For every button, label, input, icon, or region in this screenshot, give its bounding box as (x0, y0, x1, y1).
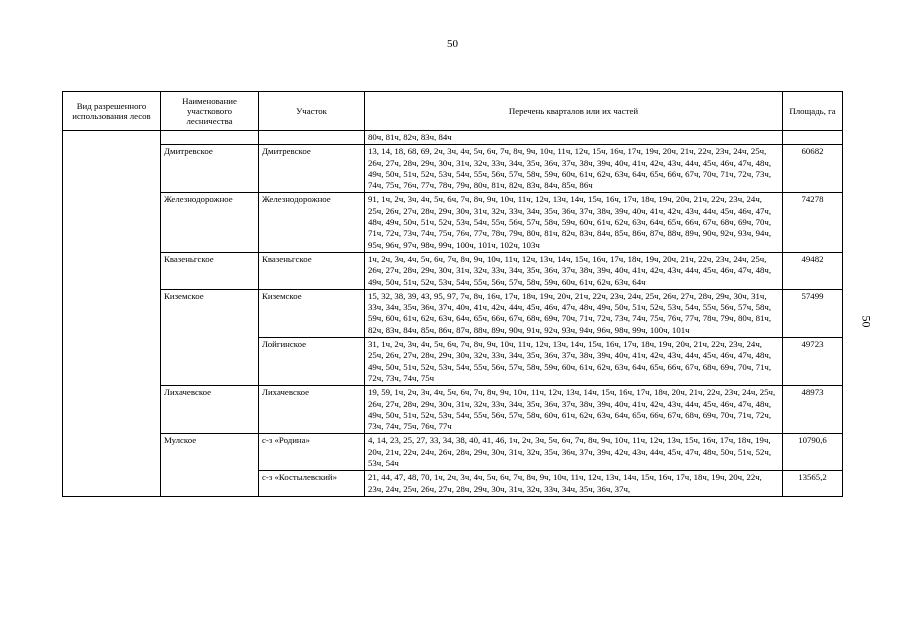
plot-cell: Железнодорожное (259, 193, 365, 252)
quarters-cell: 15, 32, 38, 39, 43, 95, 97, 7ч, 8ч, 16ч, 17ч, 18ч, 19ч, 20ч, 21ч, 22ч, 23ч, 24ч, 25ч, 26ч, 27ч, 28ч, 29ч, 30ч, 31ч, 33ч, 34ч, 35ч, 36ч, 37ч, 40ч, 41ч, 42ч, 44ч, 45ч, 46ч, 47ч, 48ч, 49ч, 50ч, 51ч, 52ч, 53ч, 54ч, 55ч, 56ч, 57ч, 58ч, 59ч, 60ч, 61ч, 62ч, 63ч, 64ч, 65ч, 66ч, 67ч, 68ч, 69ч, 70ч, 71ч, 72ч, 73ч, 74ч, 75ч, 76ч, 77ч, 78ч, 79ч, 80ч, 81ч, 82ч, 83ч, 84ч, 85ч, 86ч, 87ч, 88ч, 89ч, 90ч, 91ч, 92ч, 93ч, 94ч, 96ч, 98ч, 99ч, 100ч, 101ч (365, 289, 783, 337)
forestry-cell: Дмитревское (161, 145, 259, 193)
area-cell: 74278 (783, 193, 843, 252)
table-row (63, 386, 843, 434)
table-row (63, 289, 843, 337)
forestry-cell: Лихачевское (161, 386, 259, 434)
forestry-cell: Квазеньгское (161, 252, 259, 289)
forestry-cell: Мулское (161, 434, 259, 496)
forestry-cell: Киземское (161, 289, 259, 385)
table-row (63, 193, 843, 252)
header-quarters: Перечень кварталов или их частей (365, 92, 783, 131)
plot-cell: Лихачевское (259, 386, 365, 434)
table-row (63, 131, 843, 145)
area-cell: 10790,6 (783, 434, 843, 471)
quarters-cell: 21, 44, 47, 48, 70, 1ч, 2ч, 3ч, 4ч, 5ч, 6ч, 7ч, 8ч, 9ч, 10ч, 11ч, 12ч, 13ч, 14ч, 15ч, 16ч, 17ч, 18ч, 19ч, 20ч, 22ч, 23ч, 24ч, 25ч, 26ч, 27ч, 28ч, 29ч, 30ч, 31ч, 32ч, 33ч, 34ч, 35ч, 36ч, 37ч, (365, 471, 783, 497)
area-cell: 48973 (783, 386, 843, 434)
area-cell: 60682 (783, 145, 843, 193)
plot-cell: с-з «Родина» (259, 434, 365, 471)
table-row (63, 434, 843, 471)
header-plot: Участок (259, 92, 365, 131)
table-header-row (63, 92, 843, 131)
header-area: Площадь, га (783, 92, 843, 131)
plot-cell (259, 131, 365, 145)
quarters-cell: 31, 1ч, 2ч, 3ч, 4ч, 5ч, 6ч, 7ч, 8ч, 9ч, 10ч, 11ч, 12ч, 13ч, 14ч, 15ч, 16ч, 17ч, 18ч, 19ч, 20ч, 21ч, 22ч, 23ч, 24ч, 25ч, 26ч, 27ч, 28ч, 29ч, 30ч, 32ч, 33ч, 34ч, 35ч, 36ч, 37ч, 38ч, 39ч, 40ч, 41ч, 42ч, 43ч, 44ч, 45ч, 46ч, 47ч, 48ч, 49ч, 50ч, 51ч, 52ч, 53ч, 54ч, 55ч, 56ч, 57ч, 58ч, 59ч, 60ч, 61ч, 62ч, 63ч, 64ч, 65ч, 66ч, 67ч, 68ч, 69ч, 70ч, 71ч, 72ч, 73ч, 74ч, 75ч (365, 338, 783, 386)
area-cell: 13565,2 (783, 471, 843, 497)
header-kind: Вид разрешенного использования лесов (63, 92, 161, 131)
quarters-cell: 91, 1ч, 2ч, 3ч, 4ч, 5ч, 6ч, 7ч, 8ч, 9ч, 10ч, 11ч, 12ч, 13ч, 14ч, 15ч, 16ч, 17ч, 18ч, 19ч, 20ч, 21ч, 22ч, 23ч, 24ч, 25ч, 26ч, 27ч, 28ч, 29ч, 30ч, 31ч, 32ч, 33ч, 34ч, 35ч, 36ч, 37ч, 38ч, 39ч, 40ч, 41ч, 42ч, 43ч, 44ч, 45ч, 46ч, 47ч, 48ч, 49ч, 50ч, 51ч, 52ч, 53ч, 54ч, 55ч, 56ч, 57ч, 58ч, 59ч, 60ч, 61ч, 62ч, 63ч, 64ч, 65ч, 66ч, 67ч, 68ч, 69ч, 70ч, 71ч, 72ч, 73ч, 74ч, 75ч, 76ч, 77ч, 78ч, 79ч, 80ч, 81ч, 82ч, 83ч, 84ч, 85ч, 86ч, 87ч, 88ч, 89ч, 90ч, 92ч, 93ч, 94ч, 95ч, 96ч, 97ч, 98ч, 99ч, 100ч, 101ч, 102ч, 103ч (365, 193, 783, 252)
page-number-side: 50 (859, 315, 874, 328)
table-row (63, 252, 843, 289)
area-cell: 49723 (783, 338, 843, 386)
quarters-cell: 19, 59, 1ч, 2ч, 3ч, 4ч, 5ч, 6ч, 7ч, 8ч, 9ч, 10ч, 11ч, 12ч, 13ч, 14ч, 15ч, 16ч, 17ч, 18ч, 20ч, 21ч, 22ч, 23ч, 24ч, 25ч, 26ч, 27ч, 28ч, 29ч, 30ч, 31ч, 32ч, 33ч, 34ч, 35ч, 36ч, 37ч, 38ч, 39ч, 40ч, 41ч, 42ч, 43ч, 44ч, 45ч, 46ч, 47ч, 48ч, 49ч, 50ч, 51ч, 52ч, 53ч, 54ч, 55ч, 56ч, 57ч, 58ч, 60ч, 61ч, 62ч, 63ч, 64ч, 65ч, 66ч, 67ч, 68ч, 69ч, 70ч, 71ч, 72ч, 73ч, 74ч, 75ч, 76ч, 77ч (365, 386, 783, 434)
quarters-cell: 80ч, 81ч, 82ч, 83ч, 84ч (365, 131, 783, 145)
plot-cell: Киземское (259, 289, 365, 337)
forestry-cell (161, 131, 259, 145)
plot-cell: Лойгинское (259, 338, 365, 386)
header-forestry: Наименование участкового лесничества (161, 92, 259, 131)
plot-cell: Дмитревское (259, 145, 365, 193)
quarters-cell: 13, 14, 18, 68, 69, 2ч, 3ч, 4ч, 5ч, 6ч, 7ч, 8ч, 9ч, 10ч, 11ч, 12ч, 15ч, 16ч, 17ч, 19ч, 20ч, 21ч, 22ч, 23ч, 24ч, 25ч, 26ч, 27ч, 28ч, 29ч, 30ч, 31ч, 32ч, 33ч, 34ч, 35ч, 36ч, 37ч, 38ч, 39ч, 40ч, 41ч, 42ч, 43ч, 44ч, 45ч, 46ч, 47ч, 48ч, 49ч, 50ч, 51ч, 52ч, 53ч, 54ч, 55ч, 56ч, 57ч, 58ч, 59ч, 60ч, 61ч, 62ч, 63ч, 64ч, 65ч, 66ч, 67ч, 70ч, 71ч, 72ч, 73ч, 74ч, 75ч, 76ч, 77ч, 78ч, 79ч, 80ч, 81ч, 82ч, 83ч, 84ч, 85ч, 86ч (365, 145, 783, 193)
area-cell (783, 131, 843, 145)
table-row (63, 145, 843, 193)
forestry-cell: Железнодорожное (161, 193, 259, 252)
forest-use-table (62, 91, 843, 497)
plot-cell: Квазеньгское (259, 252, 365, 289)
quarters-cell: 4, 14, 23, 25, 27, 33, 34, 38, 40, 41, 46, 1ч, 2ч, 3ч, 5ч, 6ч, 7ч, 8ч, 9ч, 10ч, 11ч, 12ч, 13ч, 15ч, 16ч, 17ч, 18ч, 19ч, 20ч, 21ч, 22ч, 24ч, 26ч, 28ч, 29ч, 30ч, 31ч, 32ч, 35ч, 36ч, 37ч, 39ч, 42ч, 43ч, 44ч, 45ч, 47ч, 48ч, 50ч, 51ч, 52ч, 53ч, 54ч (365, 434, 783, 471)
area-cell: 49482 (783, 252, 843, 289)
kind-cell (63, 131, 161, 497)
plot-cell: с-з «Костылевский» (259, 471, 365, 497)
area-cell: 57499 (783, 289, 843, 337)
page-number: 50 (447, 38, 458, 50)
quarters-cell: 1ч, 2ч, 3ч, 4ч, 5ч, 6ч, 7ч, 8ч, 9ч, 10ч, 11ч, 12ч, 13ч, 14ч, 15ч, 16ч, 17ч, 18ч, 19ч, 20ч, 21ч, 22ч, 23ч, 24ч, 25ч, 26ч, 27ч, 28ч, 29ч, 30ч, 31ч, 32ч, 33ч, 34ч, 35ч, 36ч, 37ч, 38ч, 39ч, 40ч, 41ч, 42ч, 43ч, 44ч, 45ч, 46ч, 47ч, 48ч, 49ч, 50ч, 51ч, 52ч, 53ч, 54ч, 55ч, 56ч, 57ч, 58ч, 59ч, 60ч, 61ч, 62ч, 63ч, 64ч (365, 252, 783, 289)
